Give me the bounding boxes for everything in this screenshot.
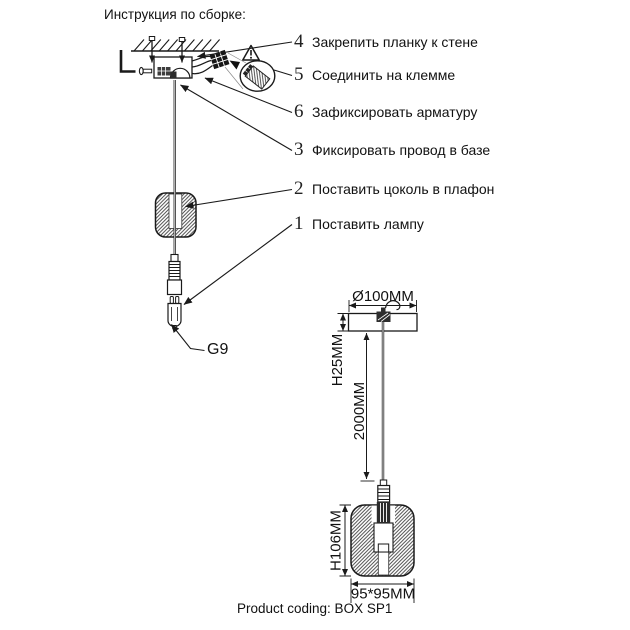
product-coding-text: Product coding: BOX SP1 bbox=[237, 601, 393, 616]
step-number: 2 bbox=[294, 178, 304, 199]
set-screw bbox=[139, 67, 151, 74]
step-label: Фиксировать провод в базе bbox=[312, 142, 491, 158]
dim-canopy-diameter: Ø100MM bbox=[352, 288, 414, 305]
terminal-pointer-arrow bbox=[230, 61, 241, 70]
canopy-height-dimension bbox=[338, 314, 349, 332]
step-number: 4 bbox=[294, 31, 304, 52]
step-number: 6 bbox=[294, 101, 304, 122]
step-leader-lines bbox=[181, 42, 293, 305]
hex-key bbox=[121, 50, 136, 72]
step-label: Соединить на клемме bbox=[312, 67, 456, 83]
dim-cord-length: 2000MM bbox=[351, 381, 368, 441]
step-number: 1 bbox=[294, 213, 304, 234]
wires bbox=[192, 56, 213, 73]
terminal-magnified-detail bbox=[240, 61, 275, 91]
step-label: Поставить цоколь в плафон bbox=[312, 181, 495, 197]
ceiling bbox=[131, 40, 220, 52]
dim-shade-height: H106MM bbox=[327, 510, 345, 571]
mounting-bracket bbox=[154, 57, 192, 78]
dim-shade-width: 95*95MM bbox=[350, 585, 416, 603]
dim-canopy-height: H25MM bbox=[329, 333, 346, 387]
step-item-1 bbox=[294, 213, 424, 235]
step-number: 3 bbox=[294, 139, 304, 160]
step-item-2 bbox=[294, 178, 494, 200]
step-number: 5 bbox=[294, 64, 304, 85]
step-label: Поставить лампу bbox=[312, 216, 424, 232]
step-item-3 bbox=[294, 139, 490, 161]
step-label: Закрепить планку к стене bbox=[312, 34, 478, 50]
g9-bulb bbox=[168, 297, 181, 329]
lamp-socket-dimensioned bbox=[377, 480, 390, 523]
bulb-type-label: G9 bbox=[207, 341, 229, 358]
lamp-socket bbox=[168, 255, 182, 295]
step-item-6 bbox=[294, 101, 477, 123]
step-item-4 bbox=[294, 31, 478, 53]
page-title: Инструкция по сборке: bbox=[104, 7, 246, 22]
step-label: Зафиксировать арматуру bbox=[312, 104, 478, 120]
step-item-5 bbox=[294, 64, 455, 86]
